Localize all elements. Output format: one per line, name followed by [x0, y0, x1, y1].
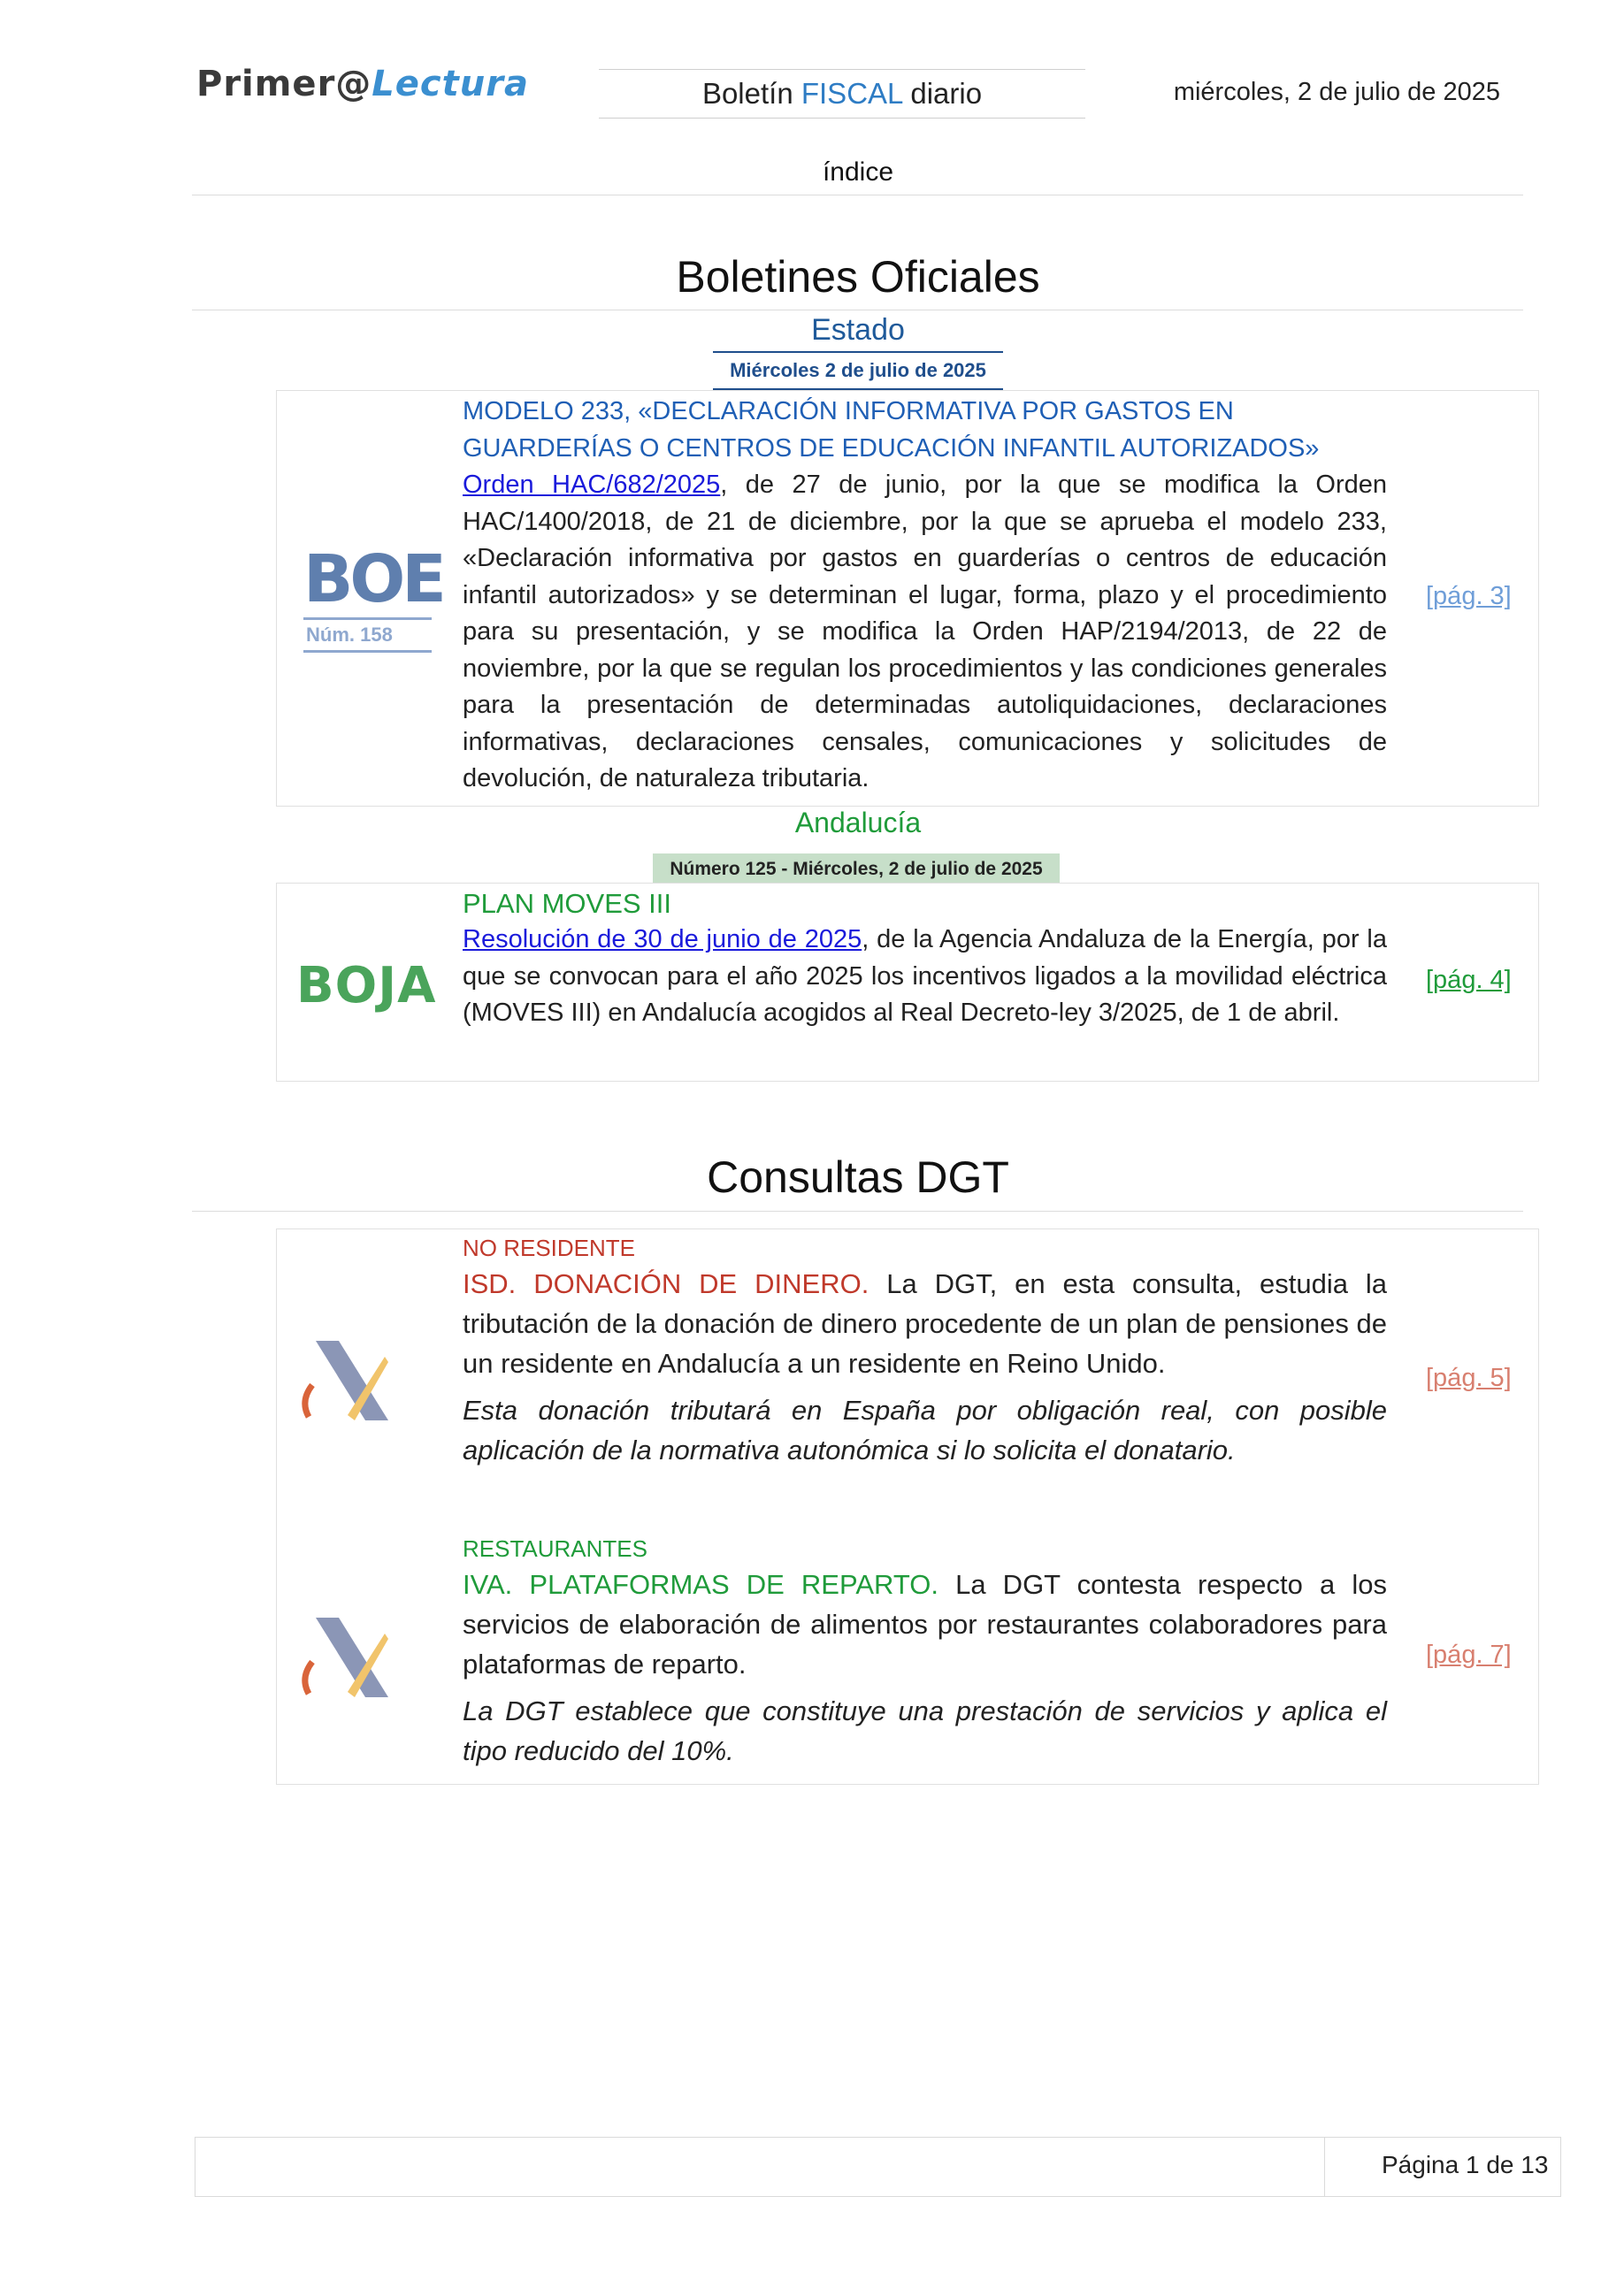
consulta-2-body: [463, 1565, 1387, 1684]
bulletin-title-pre: Boletín: [701, 77, 801, 110]
consulta-1-page-link[interactable]: [pág. 5]: [1426, 1364, 1512, 1392]
page-number: Página 1 de 13: [1382, 2151, 1549, 2178]
consulta-1-heading: ISD. DONACIÓN DE DINERO.: [463, 1268, 869, 1299]
boe-entry-body: [463, 467, 1387, 798]
section-title-consultas: Consultas DGT: [707, 1152, 1009, 1202]
boja-page-link[interactable]: [pág. 4]: [1426, 966, 1512, 994]
brand-logo: [196, 64, 529, 104]
boe-entry-text: , de 27 de junio, por la que se modifica la Orden HAC/1400/2018, de 21 de diciembre, por la que se aprueba el modelo 233, «Declaración informativa por gastos en guarderías o centros de educación infantil autorizados» y se determinan el lugar, forma, plazo y el procedimiento para su presentación, y se modifica la Orden HAP/2194/2013, de 22 de noviembre, por la que se regulan los procedimientos y las condiciones generales para la presentación de determinadas autoliquidaciones, declaraciones informativas, declaraciones censales, comunicaciones y solicitudes de devolución, de naturaleza tributaria.: [463, 471, 1387, 792]
aeat-logo-icon: [296, 1336, 394, 1428]
boja-entry-body: [463, 922, 1387, 1032]
bulletin-title: [599, 69, 1085, 119]
boja-resolution-link[interactable]: Resolución de 30 de junio de 2025: [463, 925, 862, 953]
boe-date-banner: Miércoles 2 de julio de 2025: [713, 351, 1003, 390]
subsection-title-estado: Estado: [811, 313, 905, 347]
header-date: miércoles, 2 de julio de 2025: [1173, 78, 1500, 106]
consulta-1-text: La DGT, en esta consulta, estudia la tributación de la donación de dinero procedente de un plan de pensiones de un residente en Andalucía a un residente en Reino Unido.: [463, 1268, 1387, 1379]
boe-logo: [303, 541, 443, 653]
consulta-2-summary: La DGT establece que constituye una prestación de servicios y aplica el tipo reducido del 10%.: [463, 1695, 1387, 1766]
brand-logo-part1: Primer@: [196, 64, 372, 104]
boe-order-link[interactable]: Orden HAC/682/2025: [463, 471, 721, 499]
consulta-2-page-link[interactable]: [pág. 7]: [1426, 1641, 1512, 1669]
consulta-2-text: La DGT contesta respecto a los servicios de elaboración de alimentos por restaurantes colaboradores para plataformas de reparto.: [463, 1569, 1387, 1680]
consulta-2-label: RESTAURANTES: [463, 1535, 647, 1562]
boe-logo-rule-bottom: [303, 650, 432, 653]
boja-date-banner: Número 125 - Miércoles, 2 de julio de 2025: [653, 853, 1060, 885]
consulta-1-label: NO RESIDENTE: [463, 1235, 636, 1261]
footer-separator: [1324, 2137, 1325, 2197]
aeat-logo-graphic: [296, 1336, 394, 1424]
boe-entry-heading: MODELO 233, «DECLARACIÓN INFORMATIVA POR GASTOS EN GUARDERÍAS O CENTROS DE EDUCACIÓN INFANTIL AUTORIZADOS»: [463, 397, 1320, 463]
subsection-title-andalucia: Andalucía: [794, 807, 922, 838]
boe-logo-letters: BOE: [303, 541, 443, 617]
footer-box: [195, 2137, 1561, 2197]
bulletin-title-post: diario: [902, 77, 983, 110]
brand-logo-part2: Lectura: [372, 64, 529, 104]
section-title-boletines: Boletines Oficiales: [676, 252, 1040, 302]
boja-entry-heading: PLAN MOVES III: [463, 888, 672, 919]
boe-logo-rule: [303, 617, 432, 620]
consulta-1-content: [463, 1228, 1387, 1470]
aeat-logo-graphic: [296, 1612, 394, 1701]
consulta-1-summary: Esta donación tributará en España por obligación real, con posible aplicación de la normativa autonómica si lo solicita el donatario.: [463, 1395, 1387, 1466]
boe-page-link[interactable]: [pág. 3]: [1426, 582, 1512, 610]
consulta-2-content: [463, 1529, 1387, 1771]
index-link[interactable]: índice: [822, 157, 894, 187]
consulta-2-heading: IVA. PLATAFORMAS DE REPARTO.: [463, 1569, 938, 1600]
boe-logo-number: Núm. 158: [306, 624, 393, 646]
consulta-1-body: [463, 1264, 1387, 1383]
section-divider-consultas: [192, 1211, 1523, 1212]
boe-entry-content: [463, 394, 1387, 798]
bulletin-title-accent: FISCAL: [801, 77, 903, 110]
aeat-logo-icon: [296, 1612, 394, 1705]
boja-entry-content: [463, 885, 1387, 1032]
boja-logo: BOJA: [296, 957, 437, 1014]
boja-entry-text: , de la Agencia Andaluza de la Energía, por la que se convocan para el año 2025 los incentivos ligados a la movilidad eléctrica (MOVES III) en Andalucía acogidos al Real Decreto-ley 3/2025, de 1 de abril.: [463, 925, 1387, 1027]
